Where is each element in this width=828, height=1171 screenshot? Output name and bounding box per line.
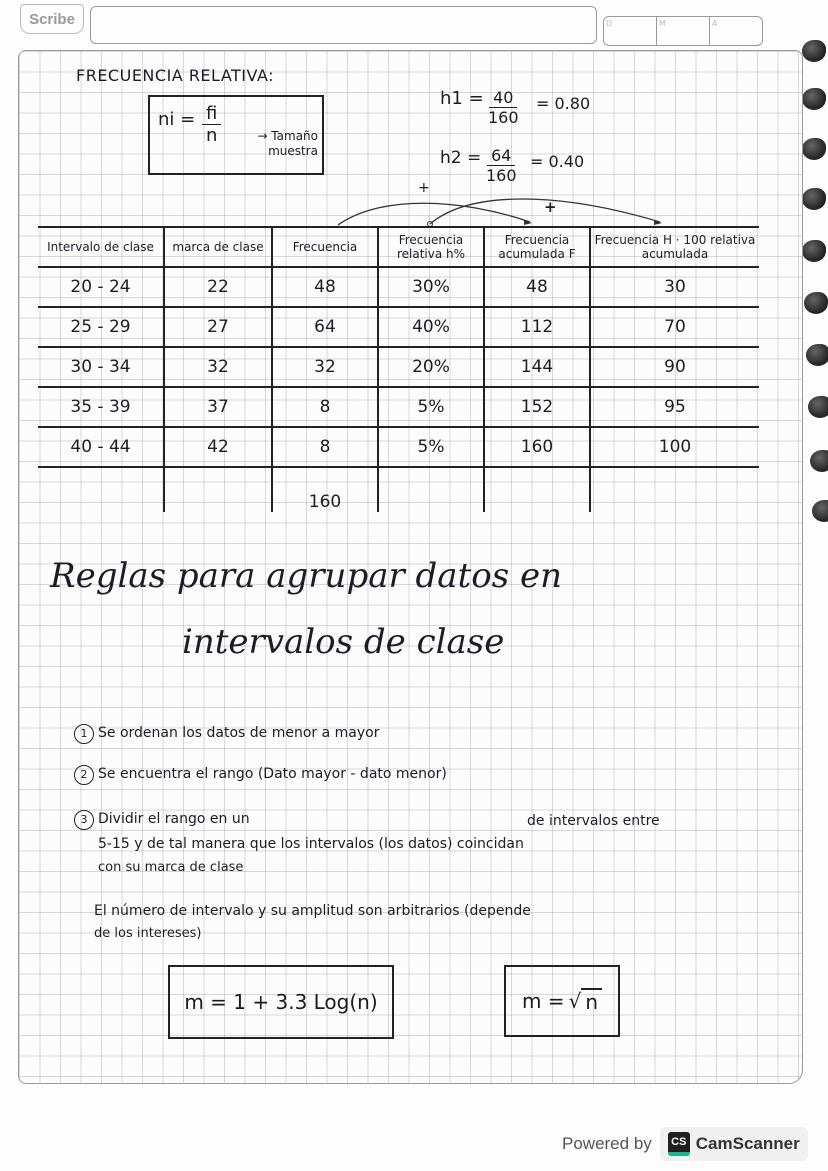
cell-cumulative-frequency: 112 [484,307,590,347]
cell-interval: 25 - 29 [38,307,164,347]
formula-fraction [202,103,221,146]
sturges-formula: m = 1 + 3.3 Log(n) [184,990,378,1014]
cell-relative-cumulative: 95 [590,387,759,427]
number-circle-icon: 1 [74,724,94,744]
cell-relative-cumulative: 100 [590,427,759,467]
cell-total-frequency: 160 [272,467,378,512]
binding-ring-icon [802,188,826,210]
table-header-row [38,227,759,267]
rule-3-line2: 5-15 y de tal manera que los intervalos (los datos) coincidan [98,836,524,852]
col-header-relative-cumulative: Frecuencia H · 100 relativa acumulada [590,227,759,267]
rule-item-1 [74,724,379,744]
note-line2: de los intereses) [94,926,202,941]
formula-denominator: n [205,125,218,146]
arrow-mark-plus: + [418,180,430,196]
sturges-formula-box [168,965,394,1039]
cell-total-empty [590,467,759,512]
sqrt-formula-lhs: m = [521,989,565,1013]
table-row [38,267,759,307]
arrow-mark-plus: + [544,198,557,216]
formula-numerator: fi [202,103,221,125]
rule-item-2 [74,765,447,785]
camscanner-logo-icon: CS [668,1132,690,1156]
cell-total-empty [38,467,164,512]
number-circle-icon: 2 [74,765,94,785]
binding-ring-icon [802,40,826,62]
cell-cumulative-frequency: 144 [484,347,590,387]
cell-relative-cumulative: 30 [590,267,759,307]
cell-relative-frequency: 5% [378,427,484,467]
example-h2-label: h2 = [440,148,482,168]
table-row [38,387,759,427]
binding-ring-icon [804,292,828,314]
rule-text: Se ordenan los datos de menor a mayor [98,725,380,741]
cell-frequency: 48 [272,267,378,307]
rule-3-line3: con su marca de clase [98,860,244,875]
frequency-table [38,226,759,512]
example-h1-result: = 0.80 [536,94,591,113]
example-h1-denominator: 160 [488,108,519,127]
note-line1: El número de intervalo y su amplitud son arbitrarios (depende [94,903,531,919]
number-circle-icon: 3 [74,810,94,830]
formula-annotation: → Tamaño muestra [257,129,318,158]
cell-frequency: 64 [272,307,378,347]
example-h2-numerator: 64 [487,146,515,166]
example-h1-numerator: 40 [489,88,517,108]
camscanner-watermark [562,1127,808,1161]
cell-cumulative-frequency: 48 [484,267,590,307]
cell-relative-cumulative: 70 [590,307,759,347]
table-row [38,347,759,387]
cell-class-mark: 27 [164,307,272,347]
cell-relative-frequency: 30% [378,267,484,307]
cell-relative-frequency: 5% [378,387,484,427]
example-h1-label: h1 = [440,88,484,109]
date-box [603,16,763,46]
example-h1-fraction [488,88,519,127]
rule-3-continued: de intervalos entre [527,813,660,829]
cell-total-empty [378,467,484,512]
scribe-logo: Scribe [20,4,84,34]
rule-text: Dividir el rango en un [98,811,250,827]
date-month: M [657,17,710,45]
table-row [38,307,759,347]
binding-ring-icon [802,240,826,262]
rule-text: Se encuentra el rango (Dato mayor - dato menor) [98,766,447,782]
cell-interval: 35 - 39 [38,387,164,427]
binding-ring-icon [802,88,826,110]
binding-ring-icon [802,138,826,160]
notebook-header-field [90,6,597,44]
example-h2-result: = 0.40 [530,152,585,171]
cell-frequency: 8 [272,427,378,467]
binding-ring-icon [812,500,828,522]
cell-total-empty [164,467,272,512]
binding-ring-icon [806,344,828,366]
table-total-row [38,467,759,512]
cell-class-mark: 42 [164,427,272,467]
cell-cumulative-frequency: 152 [484,387,590,427]
col-header-frequency: Frecuencia [272,227,378,267]
table-row [38,427,759,467]
cell-frequency: 32 [272,347,378,387]
cell-total-empty [484,467,590,512]
camscanner-brand: CamScanner [695,1134,800,1153]
rules-title-line1: Reglas para agrupar datos en [50,556,562,596]
binding-ring-icon [808,396,828,418]
example-h2-denominator: 160 [486,166,517,185]
col-header-relative-frequency: Frecuencia relativa h% [378,227,484,267]
cell-class-mark: 32 [164,347,272,387]
col-header-interval: Intervalo de clase [38,227,164,267]
powered-by-label: Powered by [562,1134,652,1153]
cell-class-mark: 37 [164,387,272,427]
col-header-class-mark: marca de clase [164,227,272,267]
rules-title-line2: intervalos de clase [182,622,505,662]
cell-interval: 30 - 34 [38,347,164,387]
col-header-cumulative-frequency: Frecuencia acumulada F [484,227,590,267]
cell-frequency: 8 [272,387,378,427]
accumulation-arrows-icon [300,180,700,230]
cell-relative-cumulative: 90 [590,347,759,387]
date-day: D [604,17,657,45]
cell-interval: 20 - 24 [38,267,164,307]
formula-lhs: ni = [158,109,196,130]
cell-class-mark: 22 [164,267,272,307]
section-title: FRECUENCIA RELATIVA: [76,66,274,85]
sqrt-formula-arg: n [581,988,602,1014]
cell-interval: 40 - 44 [38,427,164,467]
cell-relative-frequency: 40% [378,307,484,347]
cell-cumulative-frequency: 160 [484,427,590,467]
camscanner-badge [660,1127,808,1161]
binding-ring-icon [810,450,828,472]
date-year: A [712,19,718,28]
sqrt-formula-box [504,965,620,1037]
sqrt-icon: √ [568,989,582,1013]
rule-item-3 [74,810,250,830]
relative-frequency-formula-box [148,95,324,175]
cell-relative-frequency: 20% [378,347,484,387]
